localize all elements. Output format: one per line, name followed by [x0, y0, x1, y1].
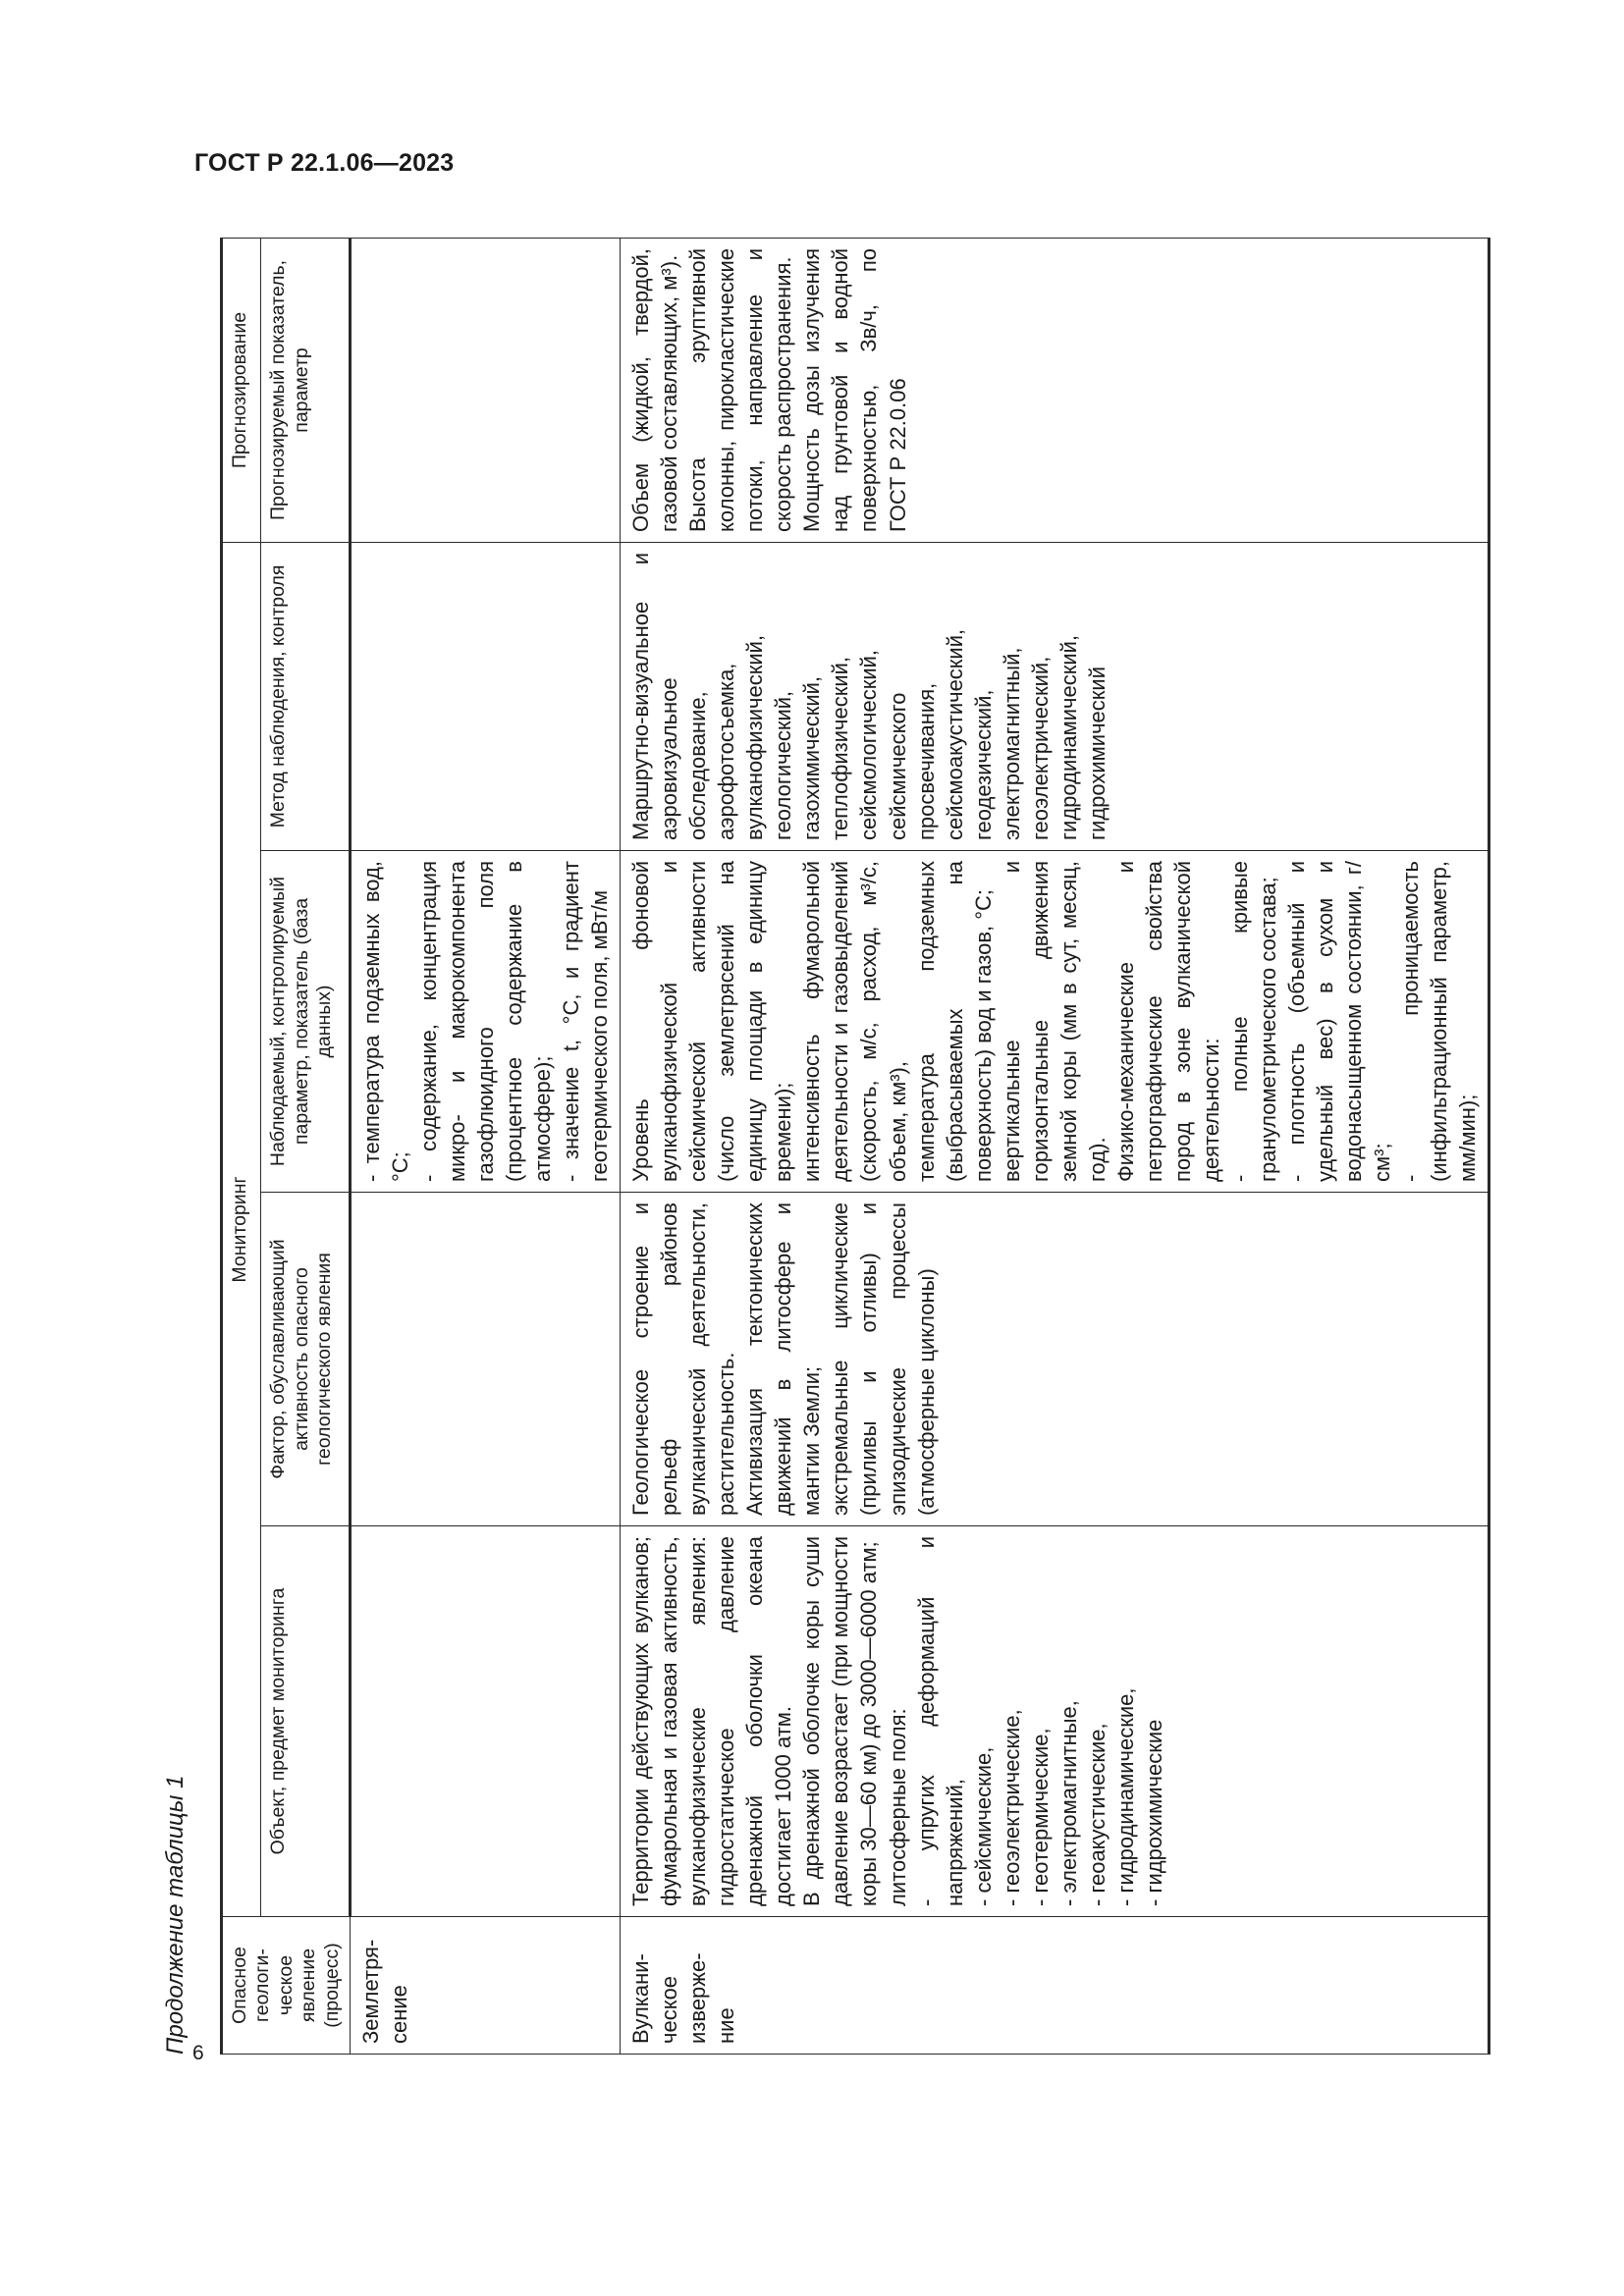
cell-method: Маршрутно-визуальное и аэровизуальное обследование, аэрофотосъемка, вулканофизический, геологический, газохимический, теплофизический, сейсмологический, сейсмического просвечивания, сейсмоакустический, геодезический, электромагнитный, геоэлектрический, гидродинамический, гидрохимический — [621, 542, 1489, 850]
forecast-line: Объем (жидкой, твердой, газовой составляющих, м³). — [628, 247, 682, 532]
object-line: - сейсмические, — [970, 1746, 996, 1906]
object-line: литосферные поля: — [885, 1708, 910, 1906]
object-line: - геотермические, — [1027, 1728, 1053, 1906]
page-number: 6 — [192, 2042, 204, 2064]
cell-forecast — [350, 238, 620, 542]
cell-phenomenon: Вулкани-ческое изверже-ние — [621, 1917, 1489, 2055]
column-header-method: Метод наблюдения, контроля — [261, 542, 351, 850]
object-line: - гидрохимические — [1141, 1719, 1166, 1906]
forecast-line: Мощность дозы излучения над грунтовой и водной поверхностью, Зв/ч, по ГОСТ Р 22.0.06 — [799, 247, 910, 532]
parameter-line: - температура подземных вод, °C; — [358, 861, 412, 1182]
parameter-line: вертикальные и горизонтальные движения земной коры (мм в сут, месяц, год). — [999, 861, 1110, 1182]
object-line: Территории действующих вулканов; фумарольная и газовая активность, вулканофизические явления: гидростатическое давление дренажной оболочки океана достигает 1000 атм. — [628, 1536, 796, 1906]
parameter-line: температура подземных (выбрасываемых на поверхность) вод и газов, °C; — [913, 861, 996, 1182]
column-header-phenomenon: Опасное геологи-ческое явление (процесс) — [222, 1917, 351, 2055]
table-group-header-row — [222, 238, 261, 2054]
parameter-line: Физико-механические и петрографические свойства пород в зоне вулканической деятельности: — [1112, 861, 1223, 1182]
monitoring-table — [220, 238, 1490, 2055]
column-header-factor: Фактор, обуславливающий активность опасного геологического явления — [261, 1193, 351, 1526]
object-line: - геоакустические, — [1084, 1723, 1110, 1906]
parameter-line: интенсивность фумарольной деятельности и газовыделений (скорость, м/с, расход, м³/с, объем, км³), — [799, 861, 910, 1182]
cell-object — [621, 1526, 1489, 1917]
parameter-line: - плотность (объемный и удельный вес) в сухом и водонасыщенном состоянии, г/см³; — [1283, 861, 1395, 1182]
cell-method — [350, 542, 620, 850]
cell-forecast — [621, 238, 1489, 542]
cell-parameter — [621, 851, 1489, 1193]
cell-factor — [350, 1193, 620, 1526]
parameter-line: - полные кривые гранулометрического состава; — [1226, 861, 1280, 1182]
group-header-monitoring: Мониторинг — [222, 542, 261, 1916]
column-header-parameter: Наблюдаемый, контролируемый параметр, показатель (база данных) — [261, 851, 351, 1193]
rotated-table-area — [162, 239, 1481, 2055]
forecast-line: Высота эруптивной колонны, пирокластические потоки, направление и скорость распространения. — [685, 247, 796, 532]
column-header-object: Объект, предмет мониторинга — [261, 1526, 351, 1917]
cell-factor — [621, 1193, 1489, 1526]
column-header-forecast-parameter: Прогнозируемый показатель, параметр — [261, 238, 351, 542]
cell-object — [350, 1526, 620, 1917]
object-line: - упругих деформаций и напряжений, — [913, 1536, 967, 1906]
object-line: В дренажной оболочке коры суши давление возрастает (при мощности коры 30—60 км) до 3000—6000 атм; — [799, 1536, 882, 1906]
factor-line: Геологическое строение и рельеф районов вулканической деятельности, растительность. — [628, 1202, 739, 1516]
document-header: ГОСТ Р 22.1.06—2023 — [194, 149, 455, 177]
table-continuation-caption: Продолжение таблицы 1 — [162, 1775, 189, 2055]
factor-line: экстремальные циклические (приливы и отливы) и эпизодические процессы (атмосферные циклоны) — [828, 1202, 939, 1516]
table-row-volcanic-eruption — [621, 238, 1489, 2054]
cell-phenomenon: Землетря-сение — [350, 1917, 620, 2055]
object-line: - электромагнитные, — [1056, 1700, 1081, 1906]
parameter-line: - проницаемость (инфильтрационный параметр, мм/мин); — [1398, 861, 1481, 1182]
parameter-line: - содержание, концентрация микро- и макрокомпонента газофлюидного поля (процентное содержание в атмосфере); — [416, 861, 556, 1182]
parameter-line: Уровень фоновой вулканофизической и сейсмической активности (число землетрясений на единицу площади в единицу времени); — [628, 861, 796, 1182]
group-header-forecasting: Прогнозирование — [222, 238, 261, 542]
object-line: - геоэлектрические, — [999, 1709, 1024, 1906]
cell-parameter — [350, 851, 620, 1193]
table-row-earthquake — [350, 238, 620, 2054]
object-line: - гидродинамические, — [1112, 1687, 1138, 1906]
table-column-header-row — [261, 238, 351, 2054]
parameter-line: - значение t, °C, и градиент геотермического поля, мВт/м — [559, 861, 613, 1182]
factor-line: Активизация тектонических движений в литосфере и мантии Земли; — [742, 1202, 825, 1516]
